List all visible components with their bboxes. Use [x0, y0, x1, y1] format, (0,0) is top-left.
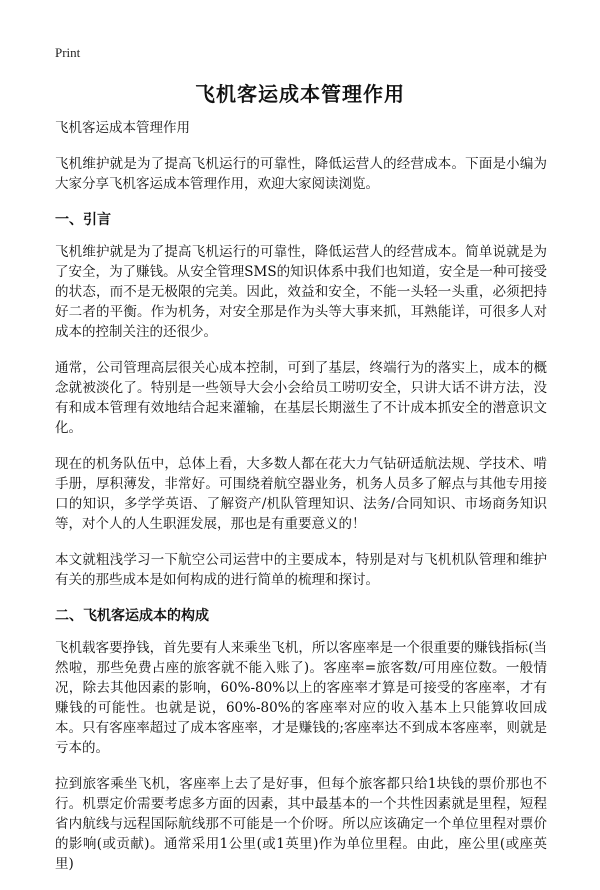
- print-link[interactable]: Print: [55, 45, 81, 60]
- page-title: 飞机客运成本管理作用: [195, 82, 405, 106]
- section-heading-introduction: 一、引言: [55, 212, 111, 228]
- paragraph: 本文就粗浅学习一下航空公司运营中的主要成本，特别是对与飞机机队管理和维护有关的那些成本是如何构成的进行简单的梳理和探讨。: [55, 552, 547, 588]
- paragraph: 飞机维护就是为了提高飞机运行的可靠性，降低运营人的经营成本。简单说就是为了安全，为了赚钱。从安全管理SMS的知识体系中我们也知道，安全是一种可接受的状态，而不是无极限的完美。因此，效益和安全，不能一头轻一头重，必须把持好二者的平衡。作为机务，对安全那是作为头等大事来抓，耳熟能详，可很多人对成本的控制关注的还很少。: [55, 244, 547, 340]
- article-body: [55, 118, 547, 890]
- intro-paragraph: 飞机维护就是为了提高飞机运行的可靠性，降低运营人的经营成本。下面是小编为大家分享飞机客运成本管理作用，欢迎大家阅读浏览。: [55, 156, 547, 192]
- paragraph: 现在的机务队伍中，总体上看，大多数人都在花大力气钻研适航法规、学技术、啃手册，厚积薄发，非常好。可围绕着航空器业务，机务人员多了解点与其他专用接口的知识，多学学英语、了解资产/机队管理知识、法务/合同知识、市场商务知识等，对个人的人生职涯发展，那也是有重要意义的！: [55, 456, 547, 532]
- paragraph: 通常，公司管理高层很关心成本控制，可到了基层，终端行为的落实上，成本的概念就被淡化了。特别是一些领导大会小会给员工唠叨安全，只讲大话不讲方法，没有和成本管理有效地结合起来灌输，在基层长期滋生了不计成本抓安全的潜意识文化。: [55, 360, 547, 436]
- section-heading-cost-structure: 二、飞机客运成本的构成: [55, 608, 209, 624]
- paragraph: 飞机载客要挣钱，首先要有人来乘坐飞机，所以客座率是一个很重要的赚钱指标(当然啦，那些免费占座的旅客就不能入账了)。客座率=旅客数/可用座位数。一般情况，除去其他因素的影响，60%-80%以上的客座率才算是可接受的客座率，才有赚钱的可能性。也就是说，60%-80%的客座率对应的收入基本上只能算收回成本。只有客座率超过了成本客座率，才是赚钱的;客座率达不到成本客座率，则就是亏本的。: [55, 640, 547, 756]
- paragraph: 拉到旅客乘坐飞机，客座率上去了是好事，但每个旅客都只给1块钱的票价那也不行。机票定价需要考虑多方面的因素，其中最基本的一个共性因素就是里程，短程省内航线与远程国际航线那不可能是一个价呀。所以应该确定一个单位里程对票价的影响(或贡献)。通常采用1公里(或1英里)作为单位里程。由此，座公里(或座英里): [55, 776, 547, 872]
- subtitle-text: 飞机客运成本管理作用: [55, 120, 190, 136]
